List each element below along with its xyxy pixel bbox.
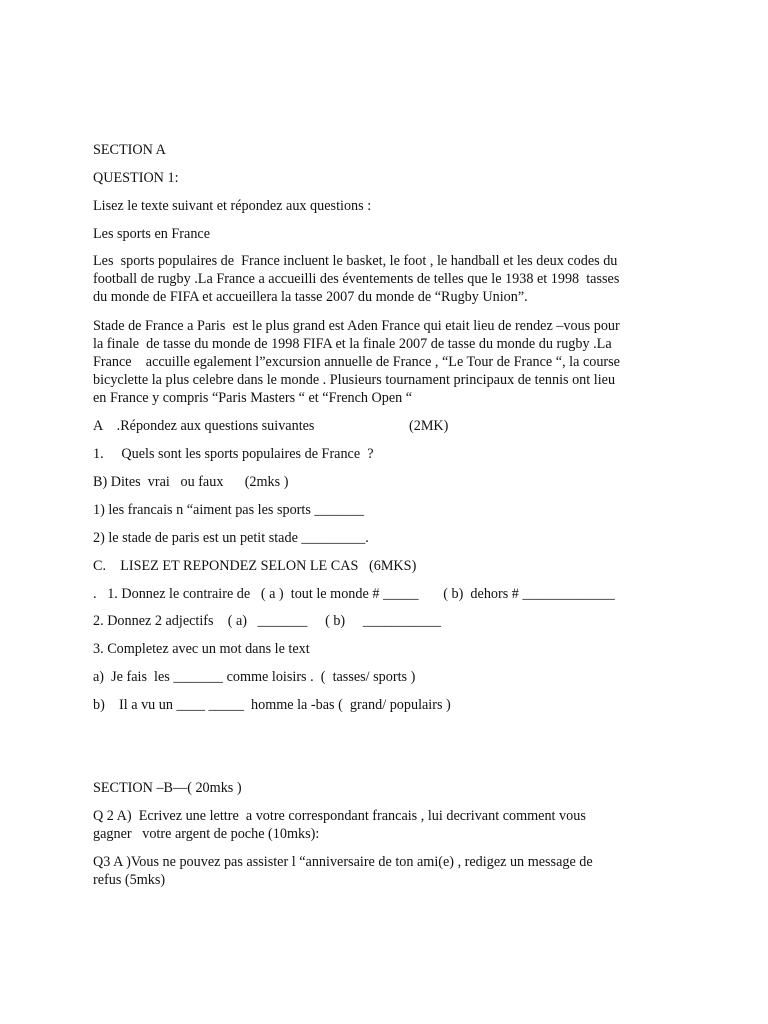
paragraph-2-line: en France y compris “Paris Masters “ et “French Open “ xyxy=(93,390,413,406)
section-b-q2-line: Q 2 A) Ecrivez une lettre a votre correspondant francais , lui decrivant comment vous xyxy=(93,808,586,824)
passage-title: Les sports en France xyxy=(93,226,211,242)
paragraph-1-line: Les sports populaires de France incluent le basket, le foot , le handball et les deux codes du xyxy=(93,253,618,269)
section-b-q3-line: Q3 A )Vous ne pouvez pas assister l “anniversaire de ton ami(e) , redigez un message de xyxy=(93,854,593,870)
part-c-question-1: . 1. Donnez le contraire de ( a ) tout le monde # _____ ( b) dehors # _____________ xyxy=(93,586,615,602)
part-c-title: C. LISEZ ET REPONDEZ SELON LE CAS (6MKS) xyxy=(93,558,417,574)
question-1-heading: QUESTION 1: xyxy=(93,170,179,186)
part-c-question-2: 2. Donnez 2 adjectifs ( a) _______ ( b) ___________ xyxy=(93,613,441,629)
paragraph-2-line: bicyclette la plus celebre dans le monde . Plusieurs tournament principaux de tennis ont lieu xyxy=(93,372,616,388)
paragraph-2-line: France accuille egalement l”excursion annuelle de France , “Le Tour de France “, la course xyxy=(93,354,620,370)
section-b-q2-line: gagner votre argent de poche (10mks): xyxy=(93,826,320,842)
section-a-heading: SECTION A xyxy=(93,142,166,158)
part-c-question-3b: b) Il a vu un ____ _____ homme la -bas ( grand/ populairs ) xyxy=(93,697,451,713)
paragraph-1-line: du monde de FIFA et accueillera la tasse 2007 du monde de “Rugby Union”. xyxy=(93,289,528,305)
part-a-title: A .Répondez aux questions suivantes xyxy=(93,418,315,434)
section-b-q3-line: refus (5mks) xyxy=(93,872,166,888)
part-b-question-1: 1) les francais n “aiment pas les sports _______ xyxy=(93,502,365,518)
paragraph-1-line: football de rugby .La France a accueilli des éventements de telles que le 1938 et 1998 tasses xyxy=(93,271,620,287)
instruction-text: Lisez le texte suivant et répondez aux questions : xyxy=(93,198,372,214)
paragraph-2-line: Stade de France a Paris est le plus grand est Aden France qui etait lieu de rendez –vous pour xyxy=(93,318,620,334)
part-b-question-2: 2) le stade de paris est un petit stade _________. xyxy=(93,530,369,546)
part-a-marks: (2MK) xyxy=(409,418,449,434)
part-c-question-3a: a) Je fais les _______ comme loisirs . ( tasses/ sports ) xyxy=(93,669,416,685)
part-c-question-3: 3. Completez avec un mot dans le text xyxy=(93,641,310,657)
section-b-heading: SECTION –B—( 20mks ) xyxy=(93,780,242,796)
part-b-title: B) Dites vrai ou faux (2mks ) xyxy=(93,474,289,490)
paragraph-2-line: la finale de tasse du monde de 1998 FIFA et la finale 2007 de tasse du monde du rugby .La xyxy=(93,336,612,352)
part-a-question-1: 1. Quels sont les sports populaires de France ? xyxy=(93,446,374,462)
